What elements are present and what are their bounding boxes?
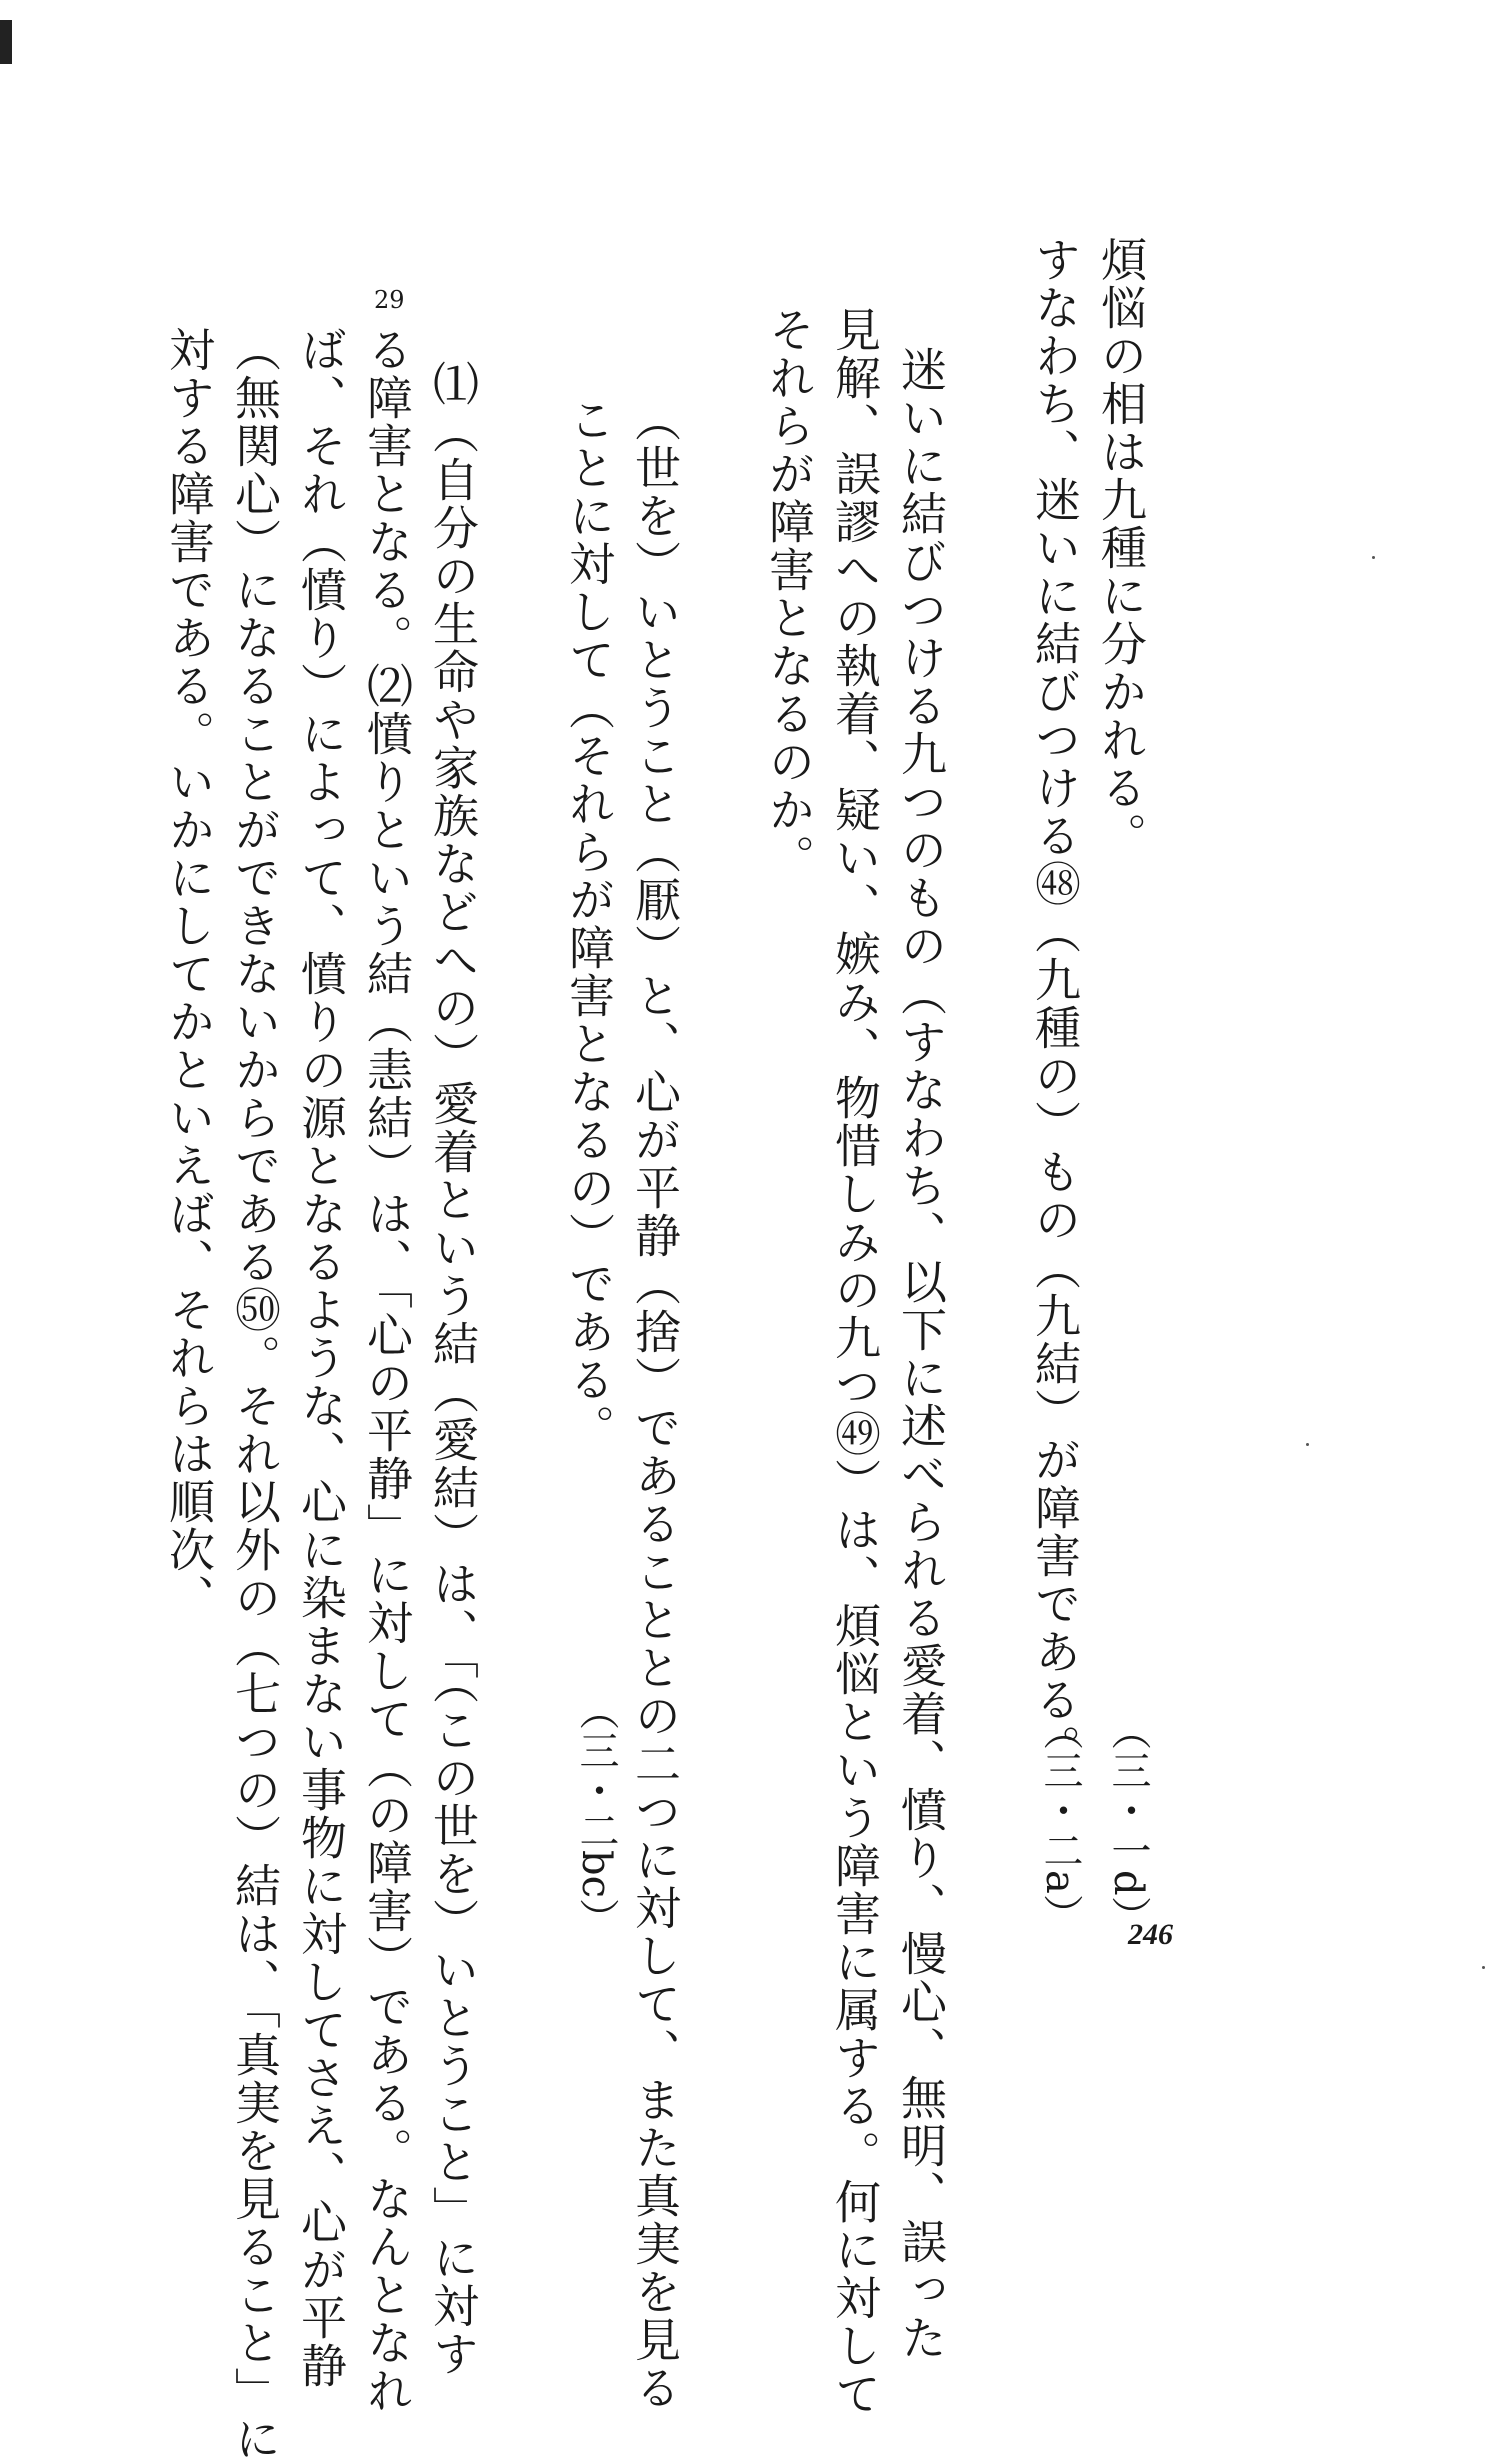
block1-line1: 煩悩の相は九種に分かれる。 [1094,236,1148,860]
block1-ref2: （三・二a） [1037,1710,1083,1934]
block2-line2: 見解、誤謬への執着、疑い、嫉み、物惜しみの九つ㊾）は、煩悩という障害に属する。何に対して [828,306,882,2418]
block3-ref: （三・二bc） [573,1690,619,1939]
note-line5: 対する障害である。いかにしてかといえば、それらは順次、 [162,326,216,1622]
note-line3: ば、それ（憤り）によって、憤りの源となるような、心に染まない事物に対してさえ、心が平静 [294,326,348,2390]
note-line2: る障害となる。⑵憤りという結（恚結）は、「心の平静」に対して（の障害）である。なんとなれ [360,326,414,2415]
note-line4: （無関心）になることができないからである㊿。それ以外の（七つの）結は、「真実を見ること」に [228,326,282,2463]
scan-speck [1306,1443,1309,1446]
note-number: 29 [374,286,405,314]
block2-line1: 迷いに結びつける九つのもの（すなわち、以下に述べられる愛着、憤り、慢心、無明、誤った [894,346,948,2362]
page-number: 246 [1128,1918,1173,1951]
scan-speck [1372,556,1375,559]
note-line1: ⑴（自分の生命や家族などへの）愛着という結（愛結）は、「（この世を）いとうこと」に対す [426,360,480,2378]
block2-line3: それらが障害となるのか。 [762,306,816,882]
block3-line2: ことに対して（それらが障害となるの）である。 [562,396,616,1452]
block1-line2: すなわち、迷いに結びつける㊽（九種の）もの（九結）が障害である。 [1028,236,1082,1772]
block3-line1: （世を）いとうこと（厭）と、心が平静（捨）であることとの二つに対して、また真実を見る [628,396,682,2412]
block1-ref1: （三・一d） [1105,1710,1151,1936]
scan-speck [1482,1966,1485,1969]
edge-scan-mark [0,20,12,64]
